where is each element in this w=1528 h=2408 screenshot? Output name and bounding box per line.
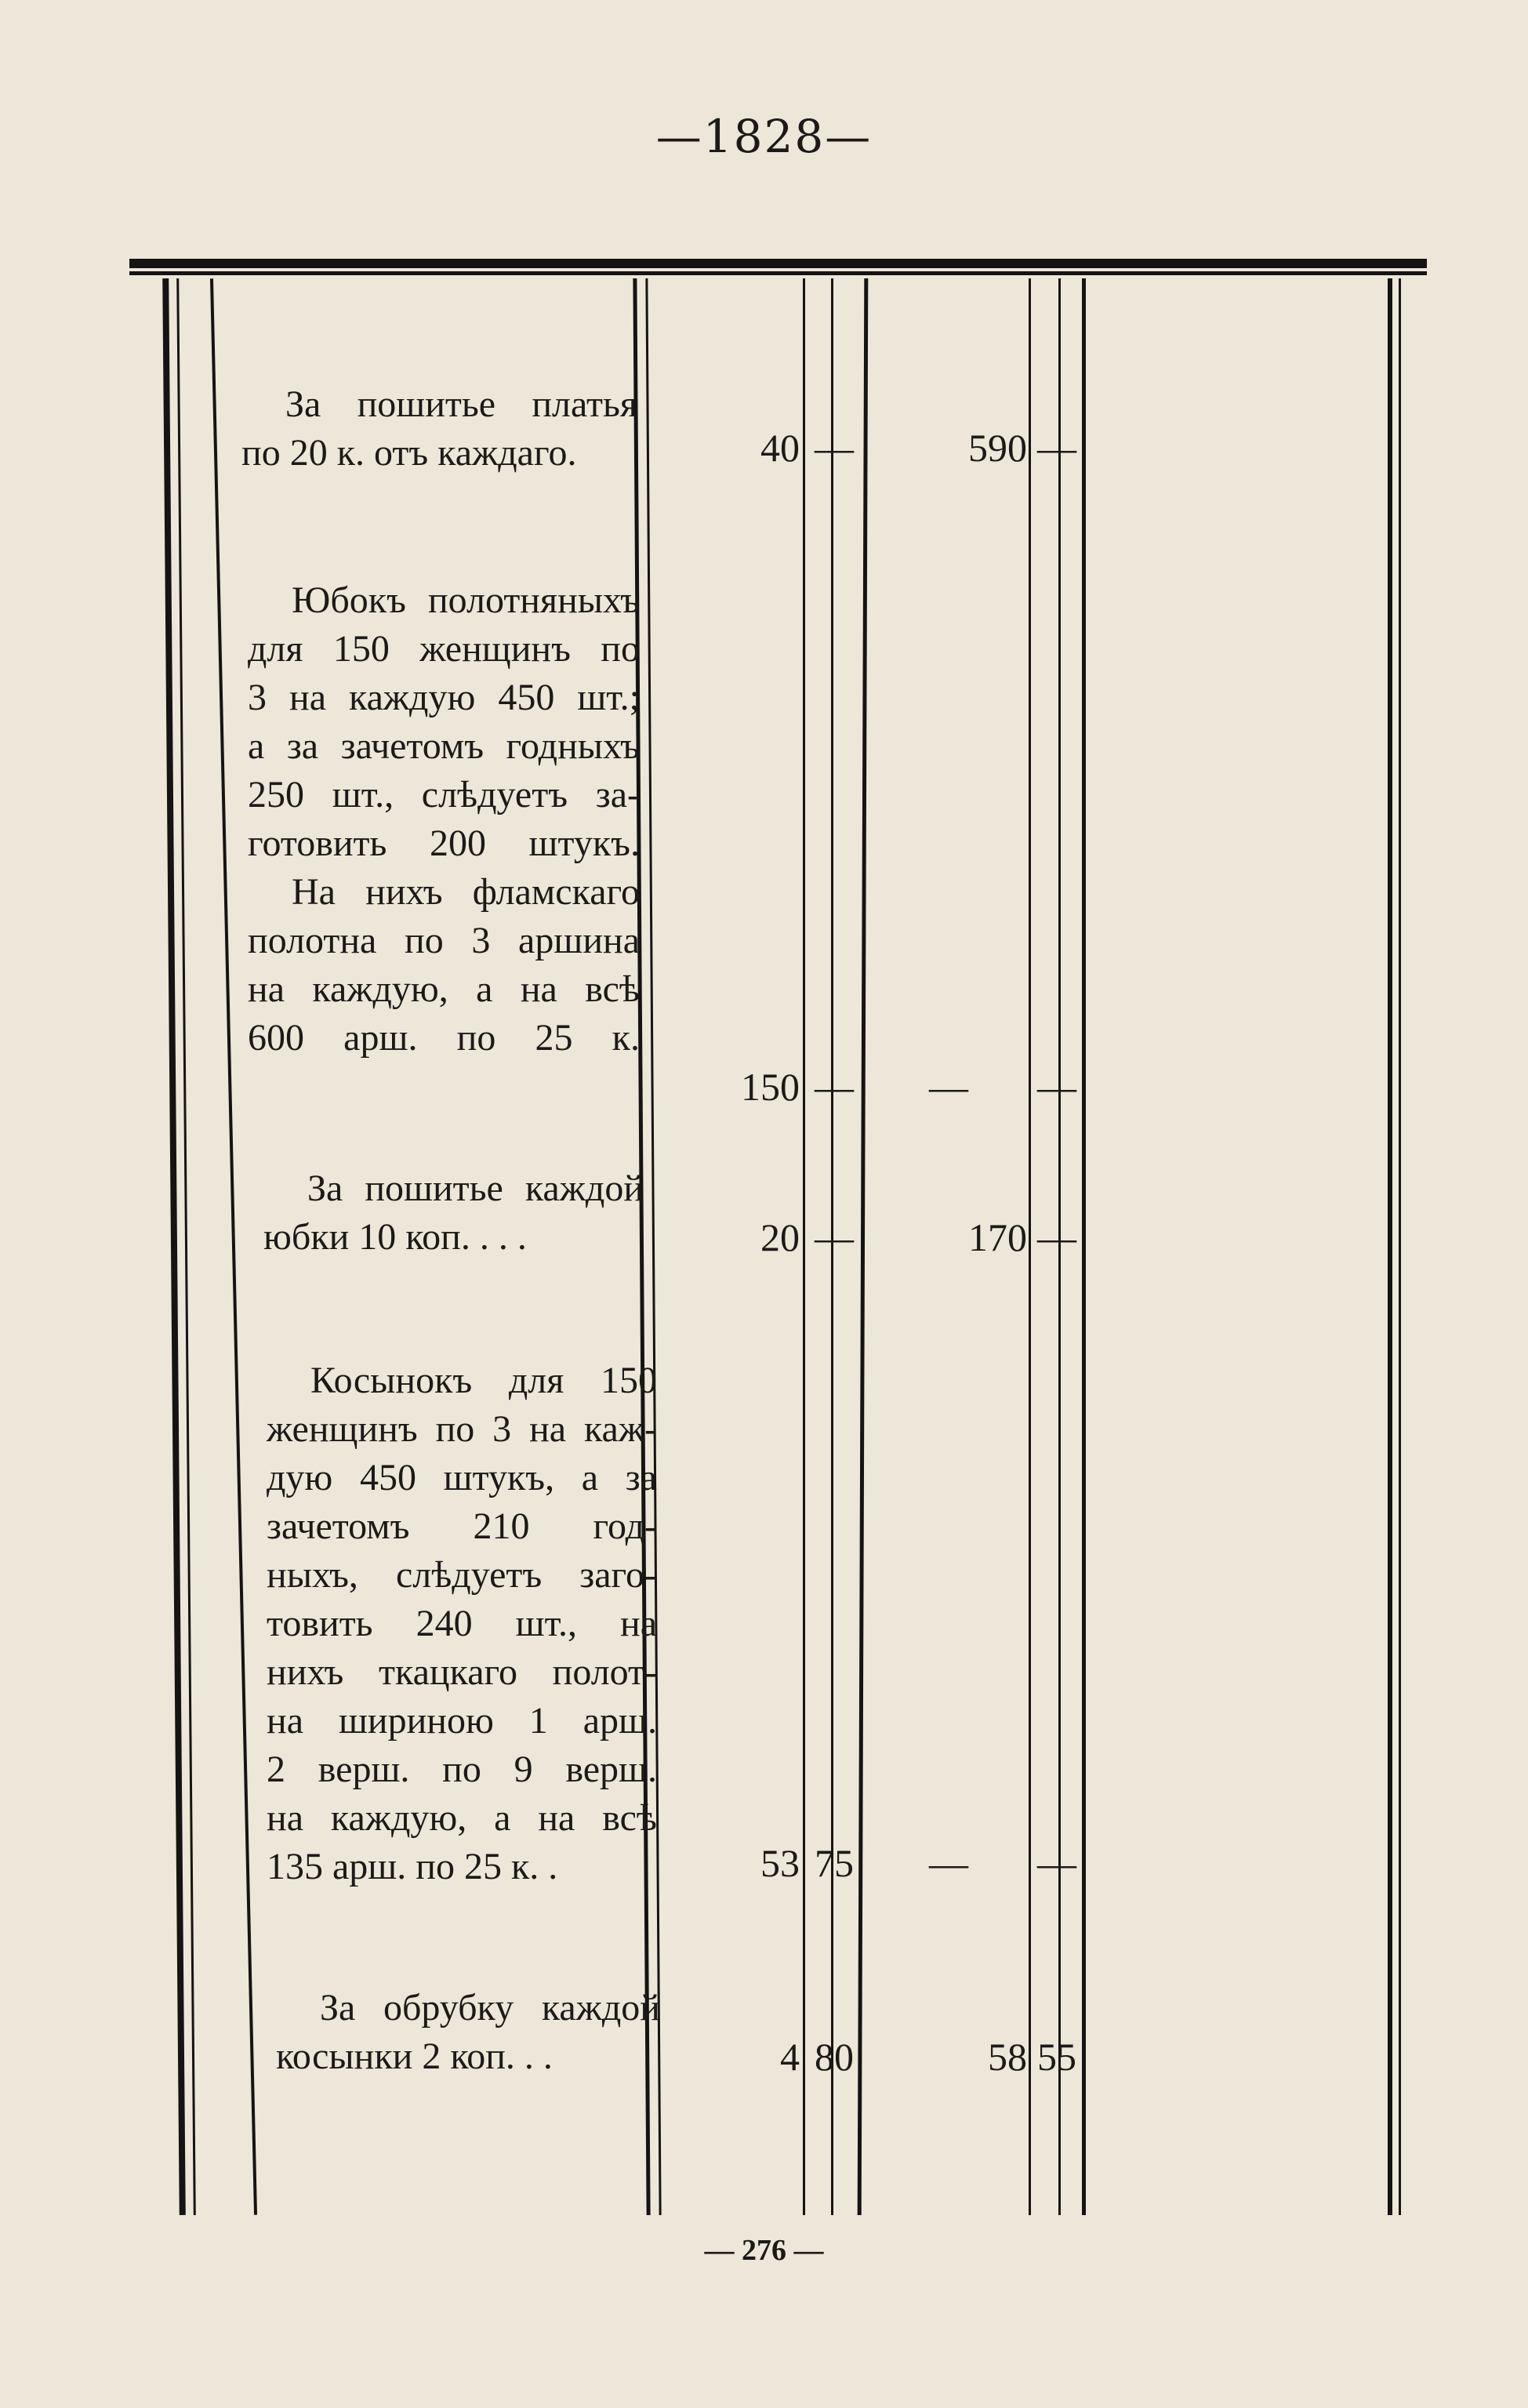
entry-line: нихъ ткацкаго полот- (267, 1651, 657, 1693)
col1-rub: 40 (760, 426, 800, 470)
entry-skirt-sewing (263, 1164, 644, 1262)
entry-line: на каждую, а на всѣ (248, 968, 640, 1010)
entry-line: 600 арш. по 25 к. (248, 1017, 640, 1059)
entry-line: на шириною 1 арш. (267, 1700, 657, 1742)
col2-kop: — (1037, 1065, 1076, 1109)
column-rule (1399, 278, 1401, 2215)
col1-rub: 20 (760, 1215, 800, 1259)
entry-line: товить 240 шт., на (267, 1603, 657, 1644)
col2-rub: 170 (968, 1215, 1027, 1259)
col1-kop: — (815, 1215, 854, 1259)
entry-line: За обрубку каждой (320, 1987, 660, 2028)
entry-line: а за зачетомъ годныхъ (248, 725, 640, 767)
entry-line: на каждую, а на всѣ (267, 1797, 657, 1839)
column-rule (1082, 278, 1086, 2215)
col2-kop: — (1037, 426, 1076, 470)
entry-line: За пошитье каждой (307, 1168, 644, 1209)
entry-line: косынки 2 коп. . . (276, 2036, 553, 2077)
entry-kerchief-hemming (276, 1984, 660, 2081)
column-rule (803, 278, 805, 2215)
entry-line: женщинъ по 3 на каж- (267, 1408, 657, 1450)
col1-kop: 75 (815, 1841, 854, 1885)
page-header-number: —1828— (655, 110, 873, 163)
entry-line: Юбокъ полотняныхъ (292, 579, 640, 621)
column-rule (1388, 278, 1392, 2215)
entry-line: Косынокъ для 150 (310, 1360, 657, 1401)
entry-line: по 20 к. отъ каждаго. (241, 432, 577, 474)
column-rule (162, 278, 186, 2215)
col2-kop: — (1037, 1215, 1076, 1259)
table-top-rule (129, 259, 1427, 268)
col1-rub: 53 (760, 1841, 800, 1885)
entry-dress-sewing (241, 380, 637, 478)
entry-line: зачетомъ 210 год- (267, 1505, 657, 1547)
column-rule (1029, 278, 1031, 2215)
column-rule (210, 278, 257, 2214)
entry-linen-skirts (248, 576, 640, 1062)
entry-line: 250 шт., слѣдуетъ за- (248, 774, 640, 815)
entry-line: За пошитье платья (285, 383, 637, 425)
entry-kerchiefs (267, 1357, 657, 1891)
col2-rub: 590 (968, 426, 1027, 470)
col1-kop: — (815, 426, 854, 470)
entry-line: 2 верш. по 9 верш. (267, 1749, 657, 1790)
entry-line: На нихъ фламскаго (292, 871, 640, 913)
col1-rub: 150 (741, 1065, 800, 1109)
page-footer-number: — 276 — (704, 2234, 824, 2267)
entry-line: юбки 10 коп. . . . (263, 1216, 527, 1258)
table-top-rule-thin (129, 271, 1427, 275)
col2-rub: 58 (988, 2035, 1027, 2079)
col2-kop: 55 (1037, 2035, 1076, 2079)
entry-line: дую 450 штукъ, а за (267, 1457, 657, 1498)
col1-kop: — (815, 1065, 854, 1109)
col1-rub: 4 (780, 2035, 800, 2079)
entry-line: для 150 женщинъ по (248, 628, 640, 670)
entry-line: готовить 200 штукъ. (248, 823, 640, 864)
col2-rub: — (929, 1065, 968, 1109)
col1-kop: 80 (815, 2035, 854, 2079)
entry-line: 135 арш. по 25 к. . (267, 1846, 558, 1887)
entry-line: ныхъ, слѣдуетъ заго- (267, 1554, 657, 1596)
entry-line: 3 на каждую 450 шт.; (248, 677, 640, 718)
col2-kop: — (1037, 1841, 1076, 1885)
entry-line: полотна по 3 аршина (248, 920, 640, 961)
col2-rub: — (929, 1841, 968, 1885)
